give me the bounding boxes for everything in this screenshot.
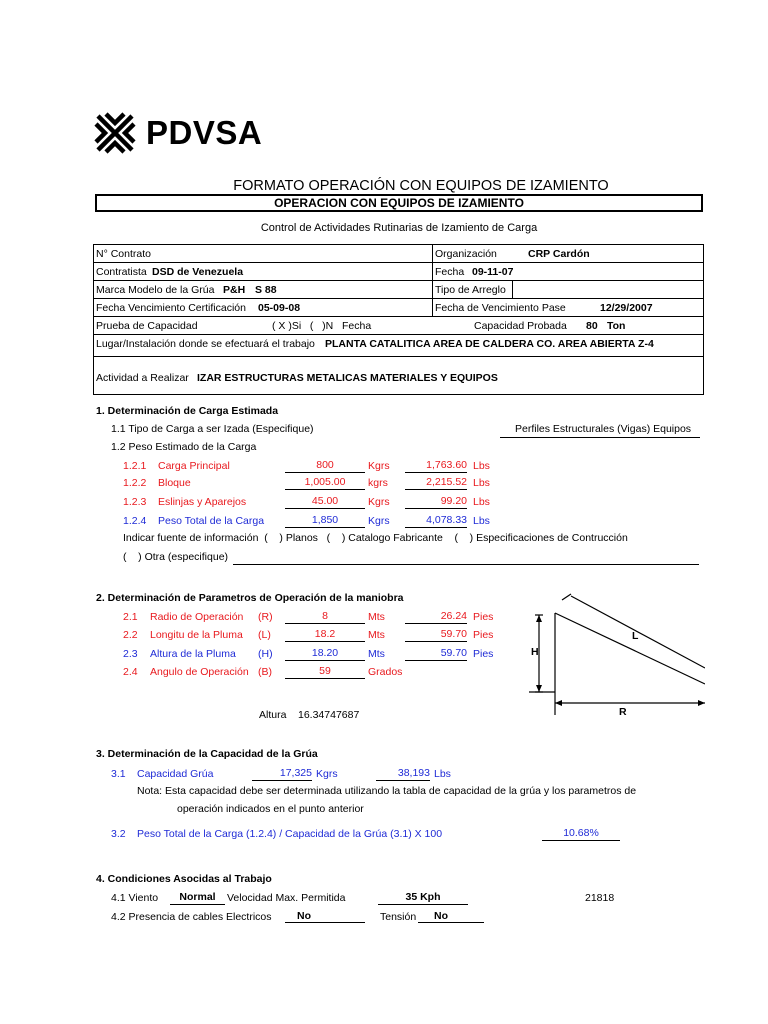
param-unit: Mts bbox=[368, 629, 385, 641]
capacidad-num: 3.1 bbox=[111, 768, 126, 780]
section3-title: 3. Determinación de la Capacidad de la Grúa bbox=[96, 748, 318, 760]
nota-line-2: operación indicados en el punto anterior bbox=[177, 803, 364, 815]
contratista-value: DSD de Venezuela bbox=[152, 266, 244, 278]
weight-num: 1.2.1 bbox=[123, 460, 147, 472]
param-value: 8 bbox=[285, 610, 365, 624]
lugar-label: Lugar/Instalación donde se efectuará el trabajo bbox=[96, 338, 315, 350]
weight-num: 1.2.2 bbox=[123, 477, 147, 489]
section2-title: 2. Determinación de Parametros de Operación de la maniobra bbox=[96, 592, 404, 604]
diagram-label-h: H bbox=[531, 646, 539, 658]
param-feet: 26.24 bbox=[405, 610, 467, 624]
param-num: 2.3 bbox=[123, 648, 138, 660]
weight-lbs: 1,763.60 bbox=[405, 459, 467, 473]
contrato-label: N° Contrato bbox=[96, 248, 151, 260]
weight-kg-unit: Kgrs bbox=[368, 515, 390, 527]
venc-cert-value: 05-09-08 bbox=[258, 302, 301, 314]
pdvsa-emblem-icon bbox=[92, 110, 138, 156]
velocidad-value: 35 Kph bbox=[378, 891, 468, 905]
marca-label: Marca Modelo de la Grúa bbox=[96, 284, 215, 296]
organizacion-label: Organización bbox=[435, 248, 497, 260]
capacidad-unit: Kgrs bbox=[316, 768, 338, 780]
diagram-label-r: R bbox=[619, 706, 627, 718]
capacidad-lbs-unit: Lbs bbox=[434, 768, 451, 780]
ratio-num: 3.2 bbox=[111, 828, 126, 840]
param-feet-unit: Pies bbox=[473, 648, 494, 660]
cap-probada-value: 80 bbox=[586, 320, 598, 332]
modelo-value: S 88 bbox=[255, 284, 277, 296]
diagram-label-l: L bbox=[632, 630, 639, 642]
otra-fuente: ( ) Otra (especifique) bbox=[123, 551, 229, 563]
page-caption: Control de Actividades Rutinarias de Izamiento de Carga bbox=[260, 222, 538, 234]
lugar-value: PLANTA CATALITICA AREA DE CALDERA CO. AREA ABIERTA Z-4 bbox=[325, 338, 654, 350]
weight-kg: 1,850 bbox=[285, 514, 365, 528]
page-title: FORMATO OPERACIÓN CON EQUIPOS DE IZAMIENTO bbox=[233, 178, 609, 194]
weight-kg-unit: Kgrs bbox=[368, 460, 390, 472]
param-num: 2.2 bbox=[123, 629, 138, 641]
extra-value: 21818 bbox=[585, 892, 615, 904]
weight-lbs-unit: Lbs bbox=[473, 515, 490, 527]
fecha-value: 09-11-07 bbox=[472, 266, 514, 278]
param-feet-unit: Pies bbox=[473, 611, 494, 623]
section1-title: 1. Determinación de Carga Estimada bbox=[96, 405, 279, 417]
tension-value: No bbox=[418, 910, 484, 923]
weight-lbs-unit: Lbs bbox=[473, 460, 490, 472]
capacidad-lbs: 38,193 bbox=[376, 767, 430, 781]
viento-value: Normal bbox=[170, 891, 225, 905]
cap-probada-unit: Ton bbox=[607, 320, 626, 332]
page-subtitle: OPERACION CON EQUIPOS DE IZAMIENTO bbox=[274, 196, 524, 210]
param-unit: Mts bbox=[368, 648, 385, 660]
tipo-carga-label: 1.1 Tipo de Carga a ser Izada (Especifique) bbox=[111, 423, 314, 435]
param-label: Altura de la Pluma bbox=[150, 648, 236, 660]
altura-value: 16.34747687 bbox=[298, 709, 360, 721]
param-value: 18.2 bbox=[285, 628, 365, 642]
pdvsa-logo bbox=[92, 110, 292, 154]
venc-pase-value: 12/29/2007 bbox=[600, 302, 653, 314]
venc-pase-label: Fecha de Vencimiento Pase bbox=[435, 302, 566, 314]
marca-value: P&H bbox=[223, 284, 246, 296]
contratista-label: Contratista bbox=[96, 266, 147, 278]
param-label: Longitu de la Pluma bbox=[150, 629, 243, 641]
altura-label: Altura bbox=[259, 709, 287, 721]
param-unit: Mts bbox=[368, 611, 385, 623]
weight-kg: 1,005.00 bbox=[285, 476, 365, 490]
weight-label: Bloque bbox=[158, 477, 191, 489]
cables-label: 4.2 Presencia de cables Electricos bbox=[111, 911, 272, 923]
cables-value: No bbox=[285, 910, 365, 923]
fuente-info: Indicar fuente de información ( ) Planos ( ) Catalogo Fabricante ( ) Especificaciones de Contrucción bbox=[123, 532, 628, 544]
peso-estimado-label: 1.2 Peso Estimado de la Carga bbox=[111, 441, 257, 453]
capacidad-value: 17,325 bbox=[252, 767, 312, 781]
weight-lbs-unit: Lbs bbox=[473, 477, 490, 489]
param-symbol: (L) bbox=[258, 629, 271, 641]
weight-lbs-unit: Lbs bbox=[473, 496, 490, 508]
param-feet: 59.70 bbox=[405, 647, 467, 661]
actividad-value: IZAR ESTRUCTURAS METALICAS MATERIALES Y EQUIPOS bbox=[197, 372, 498, 384]
ratio-label: Peso Total de la Carga (1.2.4) / Capacidad de la Grúa (3.1) X 100 bbox=[137, 828, 443, 840]
param-feet: 59.70 bbox=[405, 628, 467, 642]
param-unit: Grados bbox=[368, 666, 403, 678]
weight-num: 1.2.3 bbox=[123, 496, 147, 508]
nota-line-1: Nota: Esta capacidad debe ser determinada utilizando la tabla de capacidad de la grúa y los parametros de bbox=[137, 785, 637, 797]
weight-lbs: 99.20 bbox=[405, 495, 467, 509]
weight-lbs: 4,078.33 bbox=[405, 514, 467, 528]
prueba-options: ( X )Si ( )N Fecha bbox=[272, 320, 372, 332]
fecha-label: Fecha bbox=[435, 266, 465, 278]
weight-label: Carga Principal bbox=[158, 460, 230, 472]
param-num: 2.4 bbox=[123, 666, 138, 678]
param-value: 59 bbox=[285, 665, 365, 679]
tipo-carga-value: Perfiles Estructurales (Vigas) Equipos bbox=[515, 423, 692, 435]
param-num: 2.1 bbox=[123, 611, 138, 623]
ratio-value: 10.68% bbox=[542, 827, 620, 841]
weight-kg: 45.00 bbox=[285, 495, 365, 509]
param-feet-unit: Pies bbox=[473, 629, 494, 641]
weight-label: Peso Total de la Carga bbox=[158, 515, 265, 527]
section4-title: 4. Condiciones Asocidas al Trabajo bbox=[96, 873, 272, 885]
weight-kg-unit: kgrs bbox=[368, 477, 388, 489]
param-symbol: (H) bbox=[258, 648, 273, 660]
weight-kg-unit: Kgrs bbox=[368, 496, 390, 508]
param-label: Radio de Operación bbox=[150, 611, 244, 623]
weight-num: 1.2.4 bbox=[123, 515, 147, 527]
param-symbol: (R) bbox=[258, 611, 273, 623]
prueba-label: Prueba de Capacidad bbox=[96, 320, 198, 332]
tipo-arreglo-label: Tipo de Arreglo bbox=[435, 284, 506, 296]
pdvsa-wordmark: PDVSA bbox=[146, 114, 263, 151]
weight-kg: 800 bbox=[285, 459, 365, 473]
param-symbol: (B) bbox=[258, 666, 272, 678]
actividad-label: Actividad a Realizar bbox=[96, 372, 189, 384]
crane-boom-diagram bbox=[515, 588, 705, 718]
velocidad-label: Velocidad Max. Permitida bbox=[227, 892, 346, 904]
param-value: 18.20 bbox=[285, 647, 365, 661]
weight-label: Eslinjas y Aparejos bbox=[158, 496, 247, 508]
capacidad-label: Capacidad Grúa bbox=[137, 768, 214, 780]
venc-cert-label: Fecha Vencimiento Certificación bbox=[96, 302, 246, 314]
param-label: Angulo de Operación bbox=[150, 666, 249, 678]
cap-probada-label: Capacidad Probada bbox=[474, 320, 567, 332]
tension-label: Tensión bbox=[380, 911, 417, 923]
weight-lbs: 2,215.52 bbox=[405, 476, 467, 490]
viento-label: 4.1 Viento bbox=[111, 892, 159, 904]
organizacion-value: CRP Cardón bbox=[528, 248, 590, 260]
